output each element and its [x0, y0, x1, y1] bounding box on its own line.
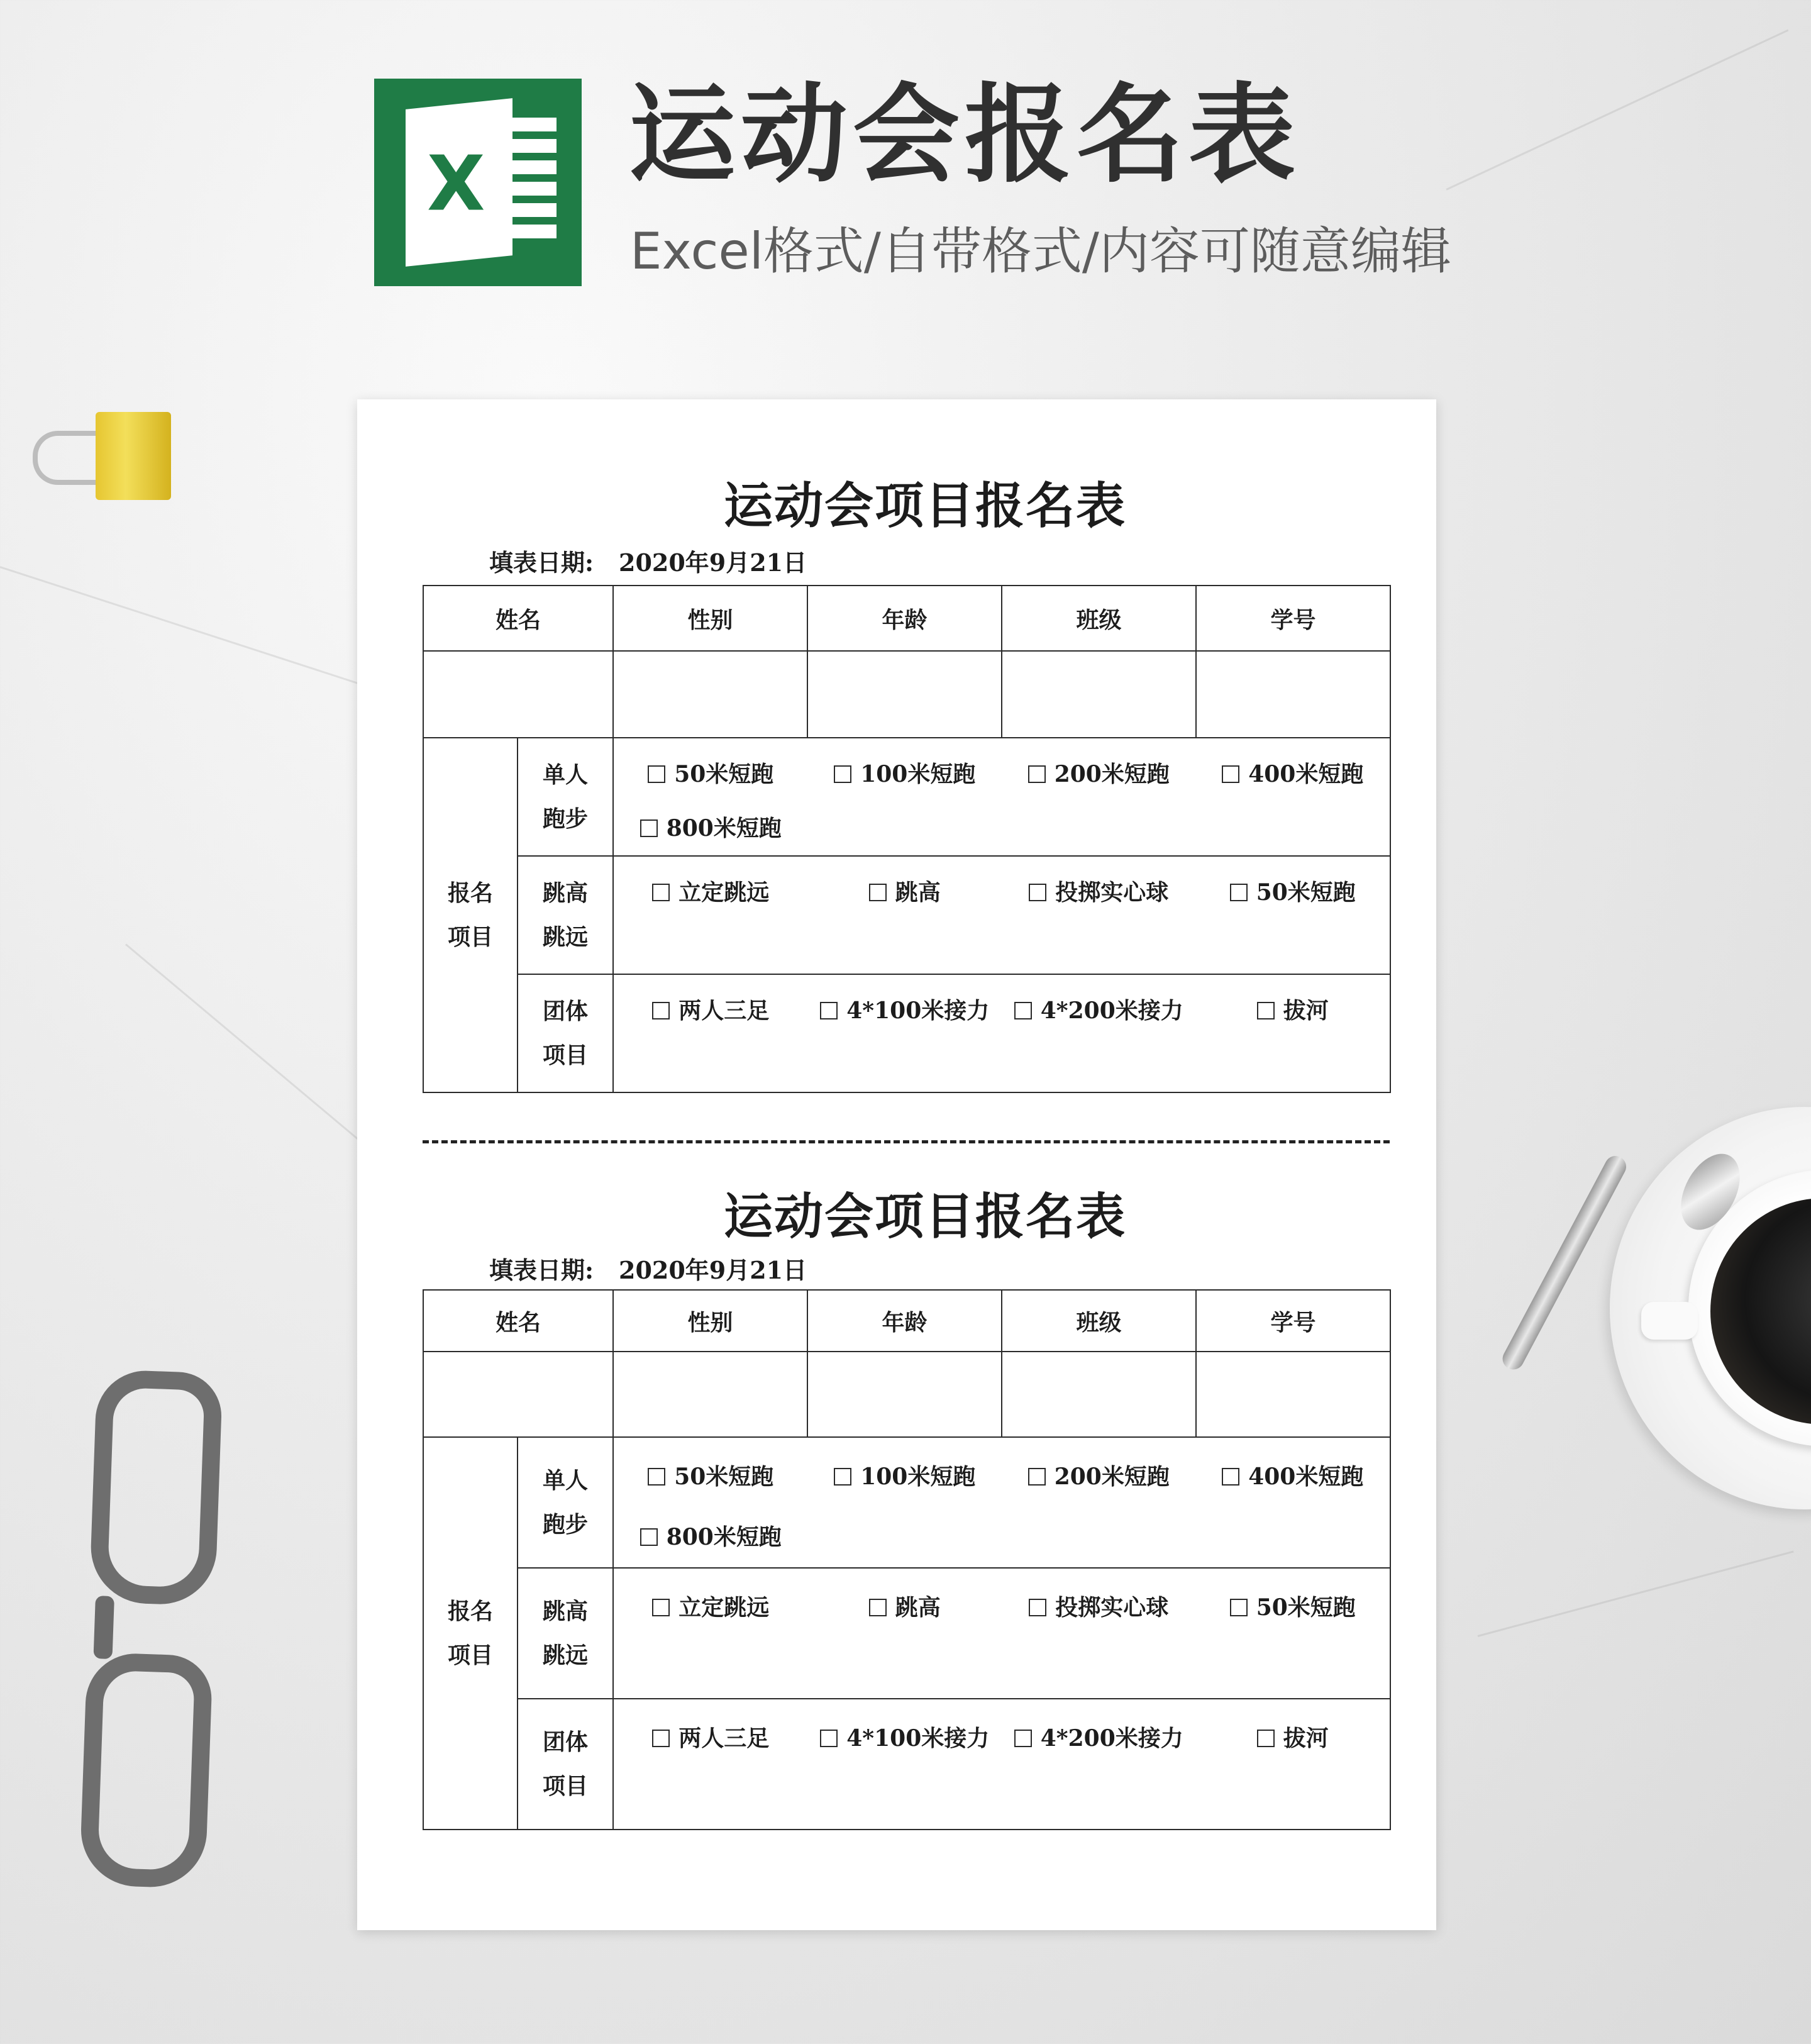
event-option[interactable] [808, 1708, 1002, 1769]
input-row [423, 651, 1390, 738]
section-label [423, 1437, 518, 1830]
event-option[interactable] [1196, 865, 1390, 919]
group-label-text: 跳高 [543, 880, 589, 906]
checkbox-icon[interactable] [1230, 1599, 1248, 1616]
event-options [613, 856, 1390, 974]
event-option[interactable] [614, 984, 808, 1038]
event-option[interactable] [614, 801, 808, 855]
event-option-label: 拔河 [1283, 1725, 1329, 1752]
event-options [613, 1699, 1390, 1830]
event-option-label: 200米短跑 [1054, 761, 1170, 787]
cup-handle-icon [1641, 1302, 1698, 1340]
event-option[interactable] [614, 1577, 808, 1638]
excel-logo-icon: X [374, 79, 582, 286]
event-options [613, 974, 1390, 1092]
event-option-label: 100米短跑 [860, 761, 976, 787]
event-option[interactable] [1002, 984, 1196, 1038]
registration-table [423, 1289, 1391, 1830]
event-option[interactable] [808, 984, 1002, 1038]
event-option-label: 立定跳远 [678, 879, 770, 906]
event-option[interactable] [614, 747, 808, 801]
input-cell[interactable] [613, 1352, 807, 1437]
checkbox-icon[interactable] [648, 765, 665, 783]
column-header: 年龄 [807, 1290, 1002, 1352]
group-label-text: 项目 [543, 1042, 589, 1069]
checkbox-icon[interactable] [1029, 1599, 1046, 1616]
column-header: 性别 [613, 1290, 807, 1352]
event-option-label: 立定跳远 [678, 1594, 770, 1621]
event-option[interactable] [614, 1507, 808, 1567]
page-subtitle: Excel格式/自带格式/内容可随意编辑 [630, 222, 1451, 280]
header-row [423, 1290, 1390, 1352]
event-group-row [423, 1699, 1390, 1830]
event-option[interactable] [614, 1708, 808, 1769]
event-option-label: 4*100米接力 [846, 1725, 990, 1752]
event-option-label: 跳高 [895, 1594, 941, 1621]
checkbox-icon[interactable] [834, 1468, 851, 1486]
event-option-label: 200米短跑 [1054, 1464, 1170, 1490]
checkbox-icon[interactable] [1222, 765, 1239, 783]
input-cell[interactable] [1196, 651, 1390, 738]
option-row [614, 1577, 1390, 1638]
input-cell[interactable] [1196, 1352, 1390, 1437]
event-option-label: 投掷实心球 [1055, 1594, 1169, 1621]
column-header: 姓名 [423, 1290, 613, 1352]
section-label-text: 报名 [447, 1598, 493, 1625]
option-row-empty [614, 1038, 1390, 1092]
event-option[interactable] [1196, 1708, 1390, 1769]
group-label-text: 跳远 [543, 924, 589, 950]
input-cell[interactable] [423, 1352, 613, 1437]
marble-vein [1446, 30, 1788, 191]
checkbox-icon[interactable] [869, 1599, 887, 1616]
option-row [614, 865, 1390, 919]
event-option-label: 两人三足 [678, 997, 770, 1024]
group-label [518, 1437, 613, 1568]
checkbox-icon[interactable] [652, 1002, 670, 1019]
cut-line [423, 1140, 1390, 1143]
checkbox-icon[interactable] [640, 819, 658, 837]
event-option[interactable] [1002, 1708, 1196, 1769]
group-label-text: 跑步 [543, 806, 589, 832]
eyeglasses-icon [60, 1369, 236, 1896]
event-option-label: 800米短跑 [666, 1524, 782, 1550]
column-header: 学号 [1196, 586, 1390, 651]
group-label-text: 跳高 [543, 1598, 589, 1625]
event-option-label: 50米短跑 [674, 761, 774, 787]
event-option-label: 50米短跑 [1256, 1594, 1356, 1621]
registration-form-2 [423, 1182, 1390, 1830]
option-row-empty [614, 1638, 1390, 1698]
checkbox-icon[interactable] [820, 1730, 838, 1747]
registration-form-1 [423, 472, 1390, 1093]
option-row [614, 801, 1390, 855]
checkbox-icon[interactable] [1257, 1002, 1275, 1019]
event-option-label: 100米短跑 [860, 1464, 976, 1490]
group-label [518, 974, 613, 1092]
event-option-label: 投掷实心球 [1055, 879, 1169, 906]
event-group-row [423, 1568, 1390, 1699]
checkbox-icon[interactable] [820, 1002, 838, 1019]
section-label-text: 项目 [447, 924, 493, 950]
event-option[interactable] [808, 747, 1002, 801]
option-row-empty [614, 919, 1390, 974]
fill-date-label: 填表日期: [489, 548, 594, 577]
marble-vein [1478, 1550, 1794, 1636]
event-option[interactable] [1002, 865, 1196, 919]
checkbox-icon[interactable] [1028, 765, 1046, 783]
fill-date [489, 1252, 1390, 1289]
group-label-text: 跑步 [543, 1511, 589, 1538]
checkbox-icon[interactable] [869, 884, 887, 901]
event-option[interactable] [808, 865, 1002, 919]
event-option-label: 800米短跑 [666, 815, 782, 841]
event-option[interactable] [614, 1447, 808, 1507]
event-option[interactable] [1196, 1447, 1390, 1507]
group-label [518, 1699, 613, 1830]
group-label-text: 团体 [543, 1729, 589, 1755]
event-option-label: 跳高 [895, 879, 941, 906]
checkbox-icon[interactable] [640, 1528, 658, 1546]
checkbox-icon[interactable] [648, 1468, 665, 1486]
section-label [423, 738, 518, 1092]
page-title: 运动会报名表 [629, 73, 1301, 197]
form-title: 运动会项目报名表 [723, 1188, 1126, 1245]
event-option-label: 4*200米接力 [1040, 1725, 1183, 1752]
input-cell[interactable] [807, 651, 1002, 738]
group-label-text: 团体 [543, 998, 589, 1025]
checkbox-icon[interactable] [1014, 1002, 1032, 1019]
option-row [614, 1507, 1390, 1567]
event-option[interactable] [1002, 747, 1196, 801]
event-option[interactable] [1196, 747, 1390, 801]
group-label [518, 738, 613, 856]
header-row [423, 586, 1390, 651]
form-paper [357, 399, 1436, 1930]
event-group-row [423, 974, 1390, 1092]
checkbox-icon[interactable] [1028, 1468, 1046, 1486]
event-option-label: 400米短跑 [1248, 1464, 1364, 1490]
event-option[interactable] [614, 865, 808, 919]
event-group-row [423, 1437, 1390, 1568]
fill-date [489, 541, 1390, 585]
event-option[interactable] [808, 1577, 1002, 1638]
fill-date-value[interactable]: 2020年9月21日 [619, 548, 807, 577]
checkbox-icon[interactable] [652, 1730, 670, 1747]
event-option[interactable] [1002, 1447, 1196, 1507]
group-label-text: 项目 [543, 1773, 589, 1799]
event-option-label: 50米短跑 [1256, 879, 1356, 906]
binder-clip-icon [33, 412, 146, 500]
fill-date-label: 填表日期: [489, 1256, 594, 1284]
group-label-text: 单人 [543, 1467, 589, 1494]
checkbox-icon[interactable] [1029, 884, 1046, 901]
input-cell[interactable] [1002, 651, 1196, 738]
column-header: 班级 [1002, 1290, 1196, 1352]
checkbox-icon[interactable] [652, 1599, 670, 1616]
registration-table [423, 585, 1391, 1093]
event-option-label: 两人三足 [678, 1725, 770, 1752]
checkbox-icon[interactable] [834, 765, 851, 783]
input-cell[interactable] [807, 1352, 1002, 1437]
event-options [613, 738, 1390, 856]
event-option-label: 400米短跑 [1248, 761, 1364, 787]
input-cell[interactable] [423, 651, 613, 738]
checkbox-icon[interactable] [1222, 1468, 1239, 1486]
column-header: 姓名 [423, 586, 613, 651]
input-cell[interactable] [613, 651, 807, 738]
spoon-icon [1499, 1152, 1630, 1373]
option-row [614, 984, 1390, 1038]
event-option-label: 50米短跑 [674, 1464, 774, 1490]
marble-vein [125, 943, 367, 1147]
marble-vein [0, 566, 419, 704]
event-options [613, 1437, 1390, 1568]
event-option[interactable] [1196, 984, 1390, 1038]
checkbox-icon[interactable] [1014, 1730, 1032, 1747]
input-cell[interactable] [1002, 1352, 1196, 1437]
event-option-label: 拔河 [1283, 997, 1329, 1024]
group-label [518, 1568, 613, 1699]
form-title: 运动会项目报名表 [723, 477, 1126, 535]
event-option[interactable] [1196, 1577, 1390, 1638]
checkbox-icon[interactable] [1230, 884, 1248, 901]
section-label-text: 项目 [447, 1642, 493, 1669]
option-row [614, 1708, 1390, 1769]
option-row [614, 747, 1390, 801]
event-options [613, 1568, 1390, 1699]
event-option[interactable] [1002, 1577, 1196, 1638]
event-option-label: 4*100米接力 [846, 997, 990, 1024]
event-group-row [423, 738, 1390, 856]
option-row-empty [614, 1769, 1390, 1829]
input-row [423, 1352, 1390, 1437]
group-label [518, 856, 613, 974]
event-option-label: 4*200米接力 [1040, 997, 1183, 1024]
group-label-text: 单人 [543, 762, 589, 788]
option-row [614, 1447, 1390, 1507]
column-header: 班级 [1002, 586, 1196, 651]
event-option[interactable] [808, 1447, 1002, 1507]
section-label-text: 报名 [447, 880, 493, 906]
fill-date-value[interactable]: 2020年9月21日 [619, 1256, 807, 1284]
checkbox-icon[interactable] [652, 884, 670, 901]
column-header: 学号 [1196, 1290, 1390, 1352]
column-header: 年龄 [807, 586, 1002, 651]
column-header: 性别 [613, 586, 807, 651]
checkbox-icon[interactable] [1257, 1730, 1275, 1747]
event-group-row [423, 856, 1390, 974]
group-label-text: 跳远 [543, 1642, 589, 1669]
